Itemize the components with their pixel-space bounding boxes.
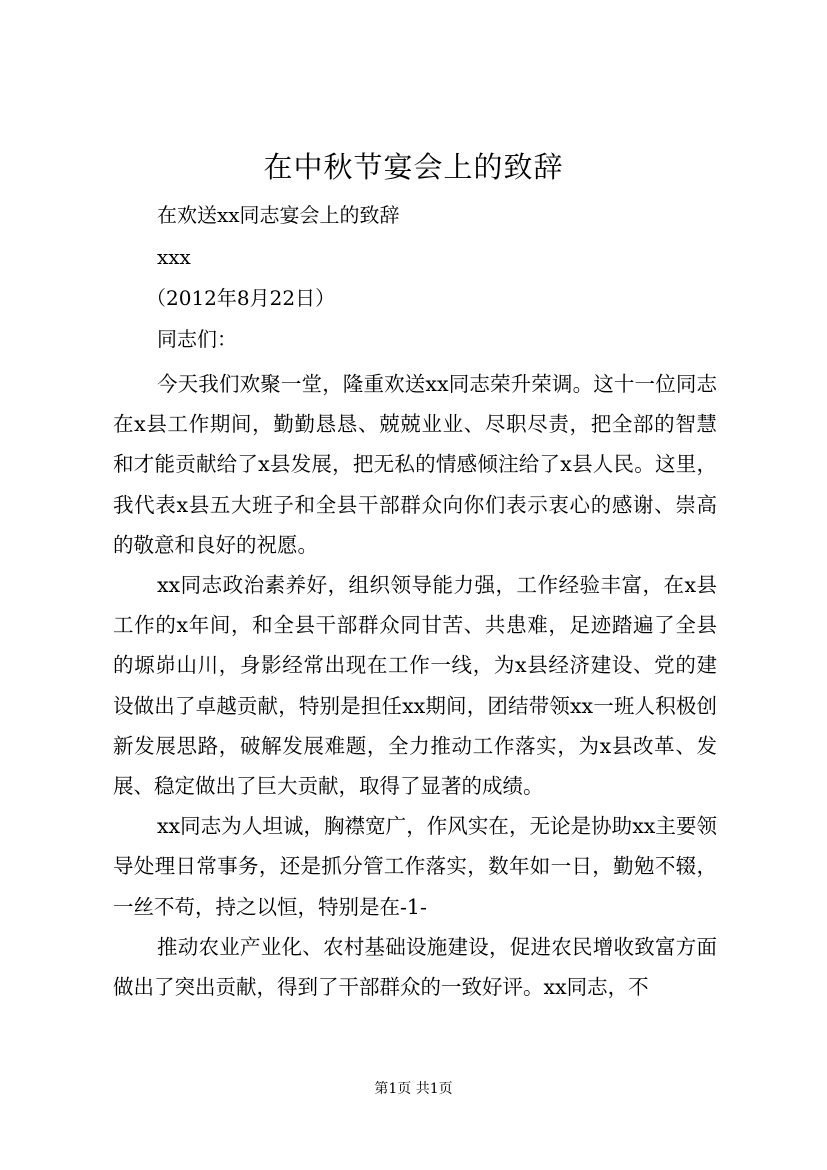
body-paragraph-3: xx同志为人坦诚，胸襟宽广，作风实在，无论是协助xx主要领导处理日常事务，还是抓分管工作落实，数年如一日，勤勉不辍，一丝不苟，持之以恒，特别是在-1- <box>113 814 717 919</box>
document-salutation: 同志们： <box>157 327 237 351</box>
document-date: （2012年8月22日） <box>146 286 336 310</box>
body-paragraph-1: 今天我们欢聚一堂，隆重欢送xx同志荣升荣调。这十一位同志在x县工作期间，勤勤恳恳、兢兢业业、尽职尽责，把全部的智慧和才能贡献给了x县发展，把无私的情感倾注给了x县人民。这里，我代表x县五大班子和全县干部群众向你们表示衷心的感谢、崇高的敬意和良好的祝愿。 <box>113 372 717 557</box>
page-footer: 第1页 共1页 <box>374 1081 453 1097</box>
document-body <box>113 364 717 1007</box>
document-title: 在中秋节宴会上的致辞 <box>263 150 564 184</box>
body-paragraph-4: 推动农业产业化、农村基础设施建设，促进农民增收致富方面做出了突出贡献，得到了干部群众的一致好评。xx同志，不 <box>113 934 717 1000</box>
document-author: xxx <box>157 245 191 269</box>
body-paragraph-2: xx同志政治素养好，组织领导能力强，工作经验丰富，在x县工作的x年间，和全县干部群众同甘苦、共患难，足迹踏遍了全县的塬峁山川，身影经常出现在工作一线，为x县经济建设、党的建设做出了卓越贡献，特别是担任xx期间，团结带领xx一班人积极创新发展思路，破解发展难题，全力推动工作落实，为x县改革、发展、稳定做出了巨大贡献，取得了显著的成绩。 <box>113 573 717 799</box>
document-subtitle: 在欢送xx同志宴会上的致辞 <box>157 203 400 227</box>
